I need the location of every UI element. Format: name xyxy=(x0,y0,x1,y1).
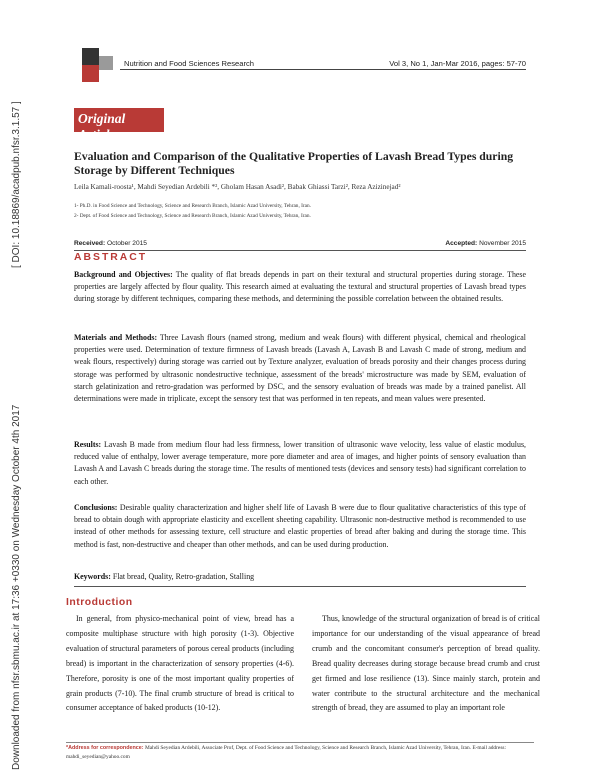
abstract-heading: ABSTRACT xyxy=(74,252,148,263)
keywords-text: Flat bread, Quality, Retro-gradation, Stalling xyxy=(112,572,255,581)
intro-right-column: Thus, knowledge of the structural organization of bread is of critical importance for our understanding of the visual appearance of bread crumb and the concomitant consumer's perception of bread quality. Bread quality decreases during storage because bread crumb and crust get firmed and lose resilience (13). Since mainly starch, protein and water contribute to the structural architecture and the mechanical strength of bread, they are assumed to play an important role xyxy=(312,614,540,713)
methods-label: Materials and Methods: xyxy=(74,333,158,342)
volume-info: Vol 3, No 1, Jan-Mar 2016, pages: 57-70 xyxy=(389,59,526,68)
abstract-keywords xyxy=(74,571,526,583)
conclusions-label: Conclusions: xyxy=(74,503,118,512)
download-note: Downloaded from nfsr.sbmu.ac.ir at 17:36 +0330 on Wednesday October 4th 2017 xyxy=(11,404,22,770)
article-type: Original Article xyxy=(78,111,126,142)
received-date: October 2015 xyxy=(107,240,147,247)
footnote-rule xyxy=(66,742,534,743)
dates-rule xyxy=(74,250,526,251)
affiliation-2: 2- Dept. of Food Science and Technology, Science and Research Branch, Islamic Azad University, Tehran, Iran. xyxy=(74,213,311,219)
intro-left-column: In general, from physico-mechanical point of view, bread has a composite multiphase structure with high porosity (1-3). Objective evaluation of structural parameters of porous cereal products (including bread) is important in the characterization of sensory properties (4-6). Therefore, porosity is one of the most important quality properties of grain products (7-10). The final crumb structure of bread is critical to consumer acceptance of baked products (10-12). xyxy=(66,614,294,713)
abstract-methods xyxy=(74,332,526,405)
side-margin xyxy=(0,0,22,776)
keywords-label: Keywords: xyxy=(74,572,111,581)
abstract-results xyxy=(74,439,526,488)
correspondence-text: Mahdi Seyedian Ardebili, Associate Prof, Dept. of Food Science and Technology, Science and Research Branch, Islamic Azad University, Tehran, Iran. E-mail address: mahdi_seyedian@yahoo.com xyxy=(66,745,507,760)
methods-text: Three Lavash flours (named strong, medium and weak flours) with different physical, chemical and rheological properties were used. Determination of texture firmness of Lavash breads (Lavash A, Lavash B and Lavash C made of strong, medium and weak flours, respectively) during storage was carried out by Texture analyzer, evaluation of breads porosity and their changes process during storage was performed by ultrasonic nondestructive technique, assessment of the breads' microstructure was made by SEM, evaluation of starch gelatinization and retro-gradation was performed by DSC, and the sensory evaluation of breads was made by a trained panelist. All determinations were made in triplicate, except the sensory test that was performed in ten repeats, and mean values were presented. xyxy=(74,333,526,404)
abstract-rule xyxy=(74,586,526,587)
affiliation-1: 1- Ph.D. in Food Science and Technology, Science and Research Branch, Islamic Azad University, Tehran, Iran. xyxy=(74,203,311,209)
correspondence-label: *Address for correspondence: xyxy=(66,745,144,751)
journal-name: Nutrition and Food Sciences Research xyxy=(124,59,255,68)
logo-square-red xyxy=(82,65,99,82)
abstract-conclusions xyxy=(74,502,526,551)
logo-square-grey xyxy=(99,56,113,70)
results-label: Results: xyxy=(74,440,102,449)
conclusions-text: Desirable quality characterization and higher shelf life of Lavash B were due to flour qualitative characteristics of this type of bread to obtain dough with appropriate elasticity and excellent sheeting capability. Ultrasonic non-destructive method is recommended to use instead of other methods for assessing texture, cell structure and elastic properties of bread after baking and during the storage time. This method is fast, non-destructive and cheaper than other methods, and can be used during production. xyxy=(74,503,526,549)
correspondence xyxy=(66,744,534,762)
intro-heading: Introduction xyxy=(66,597,133,608)
article-title: Evaluation and Comparison of the Qualitative Properties of Lavash Bread Types during Storage by Different Techniques xyxy=(74,150,514,177)
doi-note[interactable]: [ DOI: 10.18869/acadpub.nfsr.3.1.57 ] xyxy=(11,101,22,268)
accepted-date: November 2015 xyxy=(479,240,526,247)
background-text: The quality of flat breads depends in part on their textural and structural properties during storage. These properties are largely affected by flour quality. This research aimed at evaluating the textural and structural properties of Lavash bread types during storage by different techniques, comparing these methods, and determining the possible correlation between the obtained results. xyxy=(74,270,526,304)
abstract-background xyxy=(74,269,526,306)
header-rule xyxy=(120,69,526,70)
received-label: Received: xyxy=(74,240,106,247)
logo-square-dark xyxy=(82,48,99,65)
results-text: Lavash B made from medium flour had less firmness, lower transition of ultrasonic wave velocity, less value of elastic modulus, reduced value of enthalpy, lower average temperature, more pore diameter and area of images, and higher points of sensory evaluation than Lavash A and Lavash C breads during the storage time. The results of mentioned tests (devices and sensory tests) had significant correlation to each other. xyxy=(74,440,526,486)
background-label: Background and Objectives: xyxy=(74,270,173,279)
accepted-label: Accepted: xyxy=(445,240,478,247)
article-type-ribbon xyxy=(74,108,164,142)
author-list: Leila Kamali-roosta¹, Mahdi Seyedian Ardebili *², Gholam Hasan Asadi², Babak Ghiassi Tarzi², Reza Azizinejad² xyxy=(74,183,401,191)
